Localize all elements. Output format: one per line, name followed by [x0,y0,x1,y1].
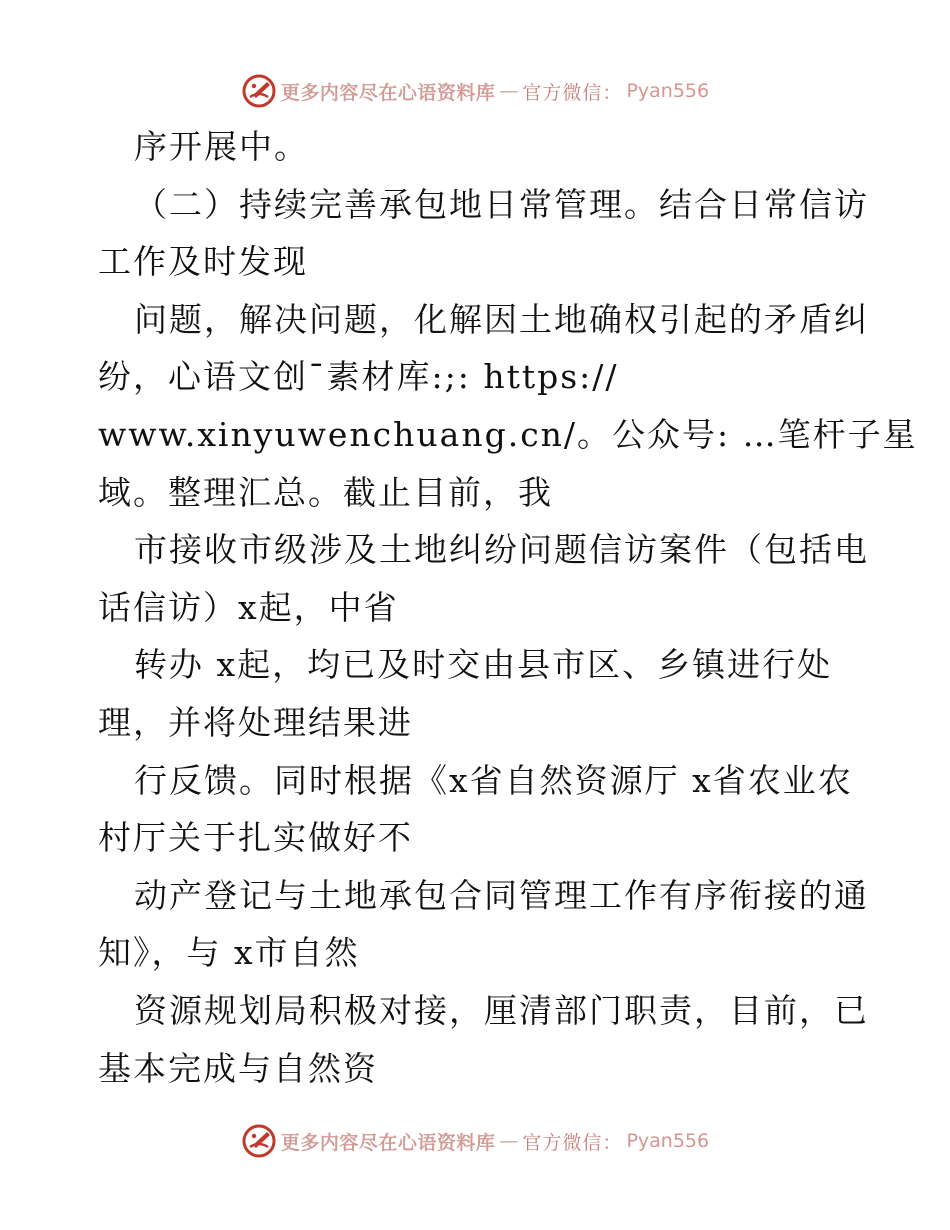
watermark-contact-label: 官方微信： [522,1131,623,1154]
document-body [98,118,918,1097]
body-line: www.xinyuwenchuang.cn/。公众号: …笔杆子星 [98,414,918,454]
body-line: 纷，心语文创¯素材库:;: https:// [98,357,619,397]
watermark-contact-id: Pyan556 [626,80,710,102]
body-line: 话信访）x起，中省 [98,587,399,627]
body-line: 知》，与 x市自然 [98,933,360,973]
watermark-dash: — [499,80,519,102]
body-line: 理，并将处理结果进 [98,702,413,742]
body-line: 动产登记与土地承包合同管理工作有序衔接的通 [134,875,869,915]
body-line: 基本完成与自然资 [98,1048,378,1088]
body-line: 序开展中。 [134,127,309,166]
body-line: 域。整理汇总。截止目前，我 [98,472,553,512]
body-line: 工作及时发现 [98,242,308,282]
watermark-text: 更多内容尽在心语资料库 [280,81,496,104]
watermark-contact-label: 官方微信： [522,81,623,104]
watermark-footer [0,1121,950,1161]
body-line: 行反馈。同时根据《x省自然资源厅 x省农业农 [134,760,853,800]
watermark-dash: — [499,1130,519,1152]
body-line: 转办 x起，均已及时交由县市区、乡镇进行处 [134,645,833,685]
body-line: 资源规划局积极对接，厘清部门职责，目前，已 [134,990,869,1030]
book-pen-logo-icon [241,73,277,109]
watermark-header [0,71,950,111]
body-line: （二）持续完善承包地日常管理。结合日常信访 [134,184,869,224]
watermark-contact-id: Pyan556 [626,1130,710,1152]
book-pen-logo-icon [241,1123,277,1159]
watermark-text: 更多内容尽在心语资料库 [280,1131,496,1154]
body-line: 问题，解决问题，化解因土地确权引起的矛盾纠 [134,299,869,339]
body-line: 村厅关于扎实做好不 [98,818,413,858]
body-line: 市接收市级涉及土地纠纷问题信访案件（包括电 [134,530,869,570]
